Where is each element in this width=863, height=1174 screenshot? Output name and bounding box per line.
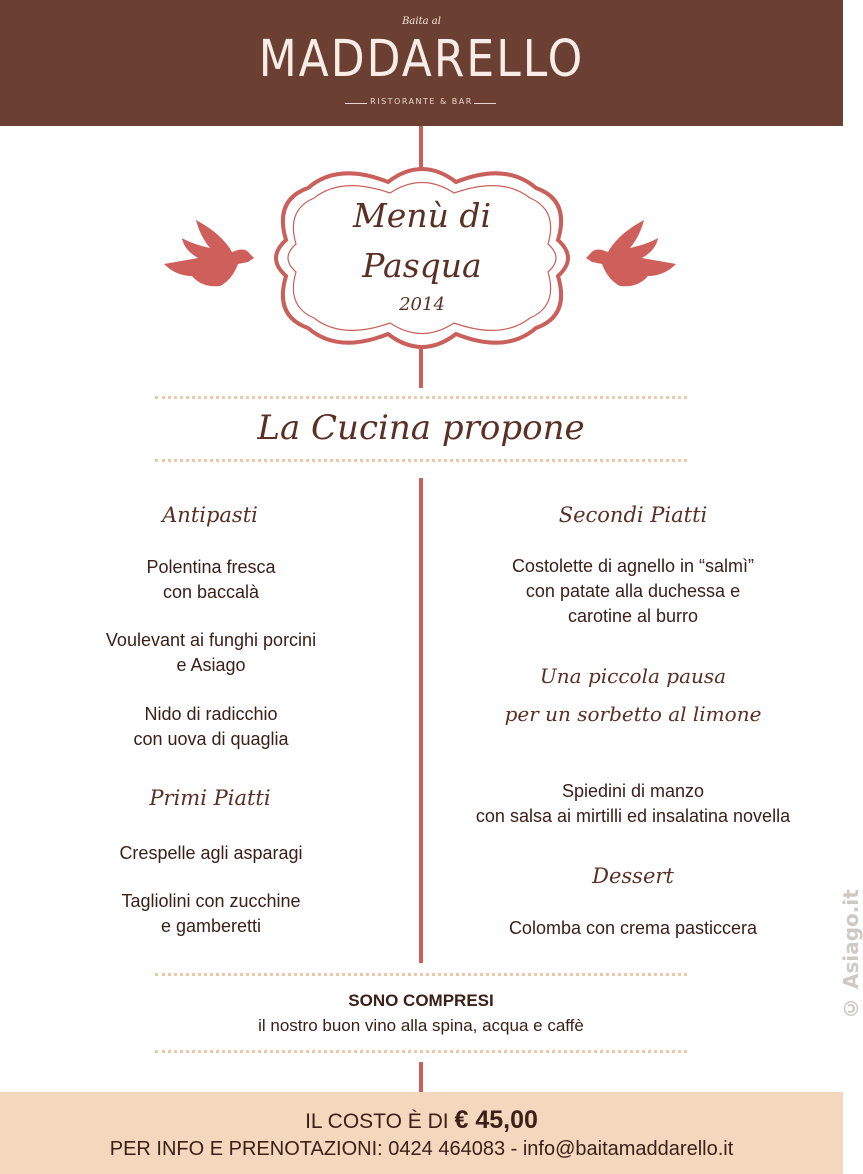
badge-title-line1: Menù di [353, 196, 491, 235]
heading-dessert: Dessert [592, 864, 674, 888]
dotted-divider [155, 459, 687, 462]
price-label: IL COSTO È DI [305, 1110, 449, 1133]
dish-item: Spiedini di manzo con salsa ai mirtilli ed insalatina novella [475, 781, 791, 826]
logo-prefix: Baita al [402, 16, 441, 27]
watermark: © Asiago.it [839, 889, 863, 1020]
logo-divider-right [474, 103, 496, 104]
vertical-line-center [419, 478, 423, 963]
heading-primi: Primi Piatti [149, 786, 271, 810]
section-title: La Cucina propone [257, 408, 585, 448]
dish-item: Tagliolini con zucchine e gamberetti [121, 891, 301, 936]
dotted-divider [155, 1050, 687, 1053]
dotted-divider [155, 973, 687, 976]
price-line [0, 1106, 843, 1135]
contact-info: PER INFO E PRENOTAZIONI: 0424 464083 - info@baitamaddarello.it [109, 1138, 734, 1160]
vertical-line-bottom [419, 1062, 423, 1092]
logo-subtitle: RISTORANTE & BAR [370, 97, 473, 106]
heading-secondi: Secondi Piatti [558, 503, 708, 527]
dish-item: Colomba con crema pasticcera [508, 918, 758, 938]
included-text: il nostro buon vino alla spina, acqua e caffè [258, 1016, 584, 1035]
dish-item: Nido di radicchio con uova di quaglia [133, 704, 289, 749]
dish-item: Voulevant ai funghi porcini e Asiago [105, 630, 317, 675]
badge-year: 2014 [399, 294, 445, 315]
heading-antipasti: Antipasti [162, 503, 258, 527]
dove-icon [582, 212, 678, 292]
dotted-divider [155, 396, 687, 399]
dove-icon [162, 212, 258, 292]
dish-item: Crespelle agli asparagi [119, 843, 303, 863]
included-title: SONO COMPRESI [348, 991, 494, 1010]
dish-item: Polentina fresca con baccalà [146, 557, 276, 602]
dish-item: Costolette di agnello in “salmì” con patate alla duchessa e carotine al burro [511, 556, 755, 626]
sorbetto-note-line1: Una piccola pausa [539, 664, 727, 688]
badge-title-line2: Pasqua [362, 246, 482, 285]
sorbetto-note-line2: per un sorbetto al limone [504, 702, 762, 726]
logo-name: MADDARELLO [258, 30, 585, 89]
price-value: € 45,00 [454, 1106, 538, 1134]
